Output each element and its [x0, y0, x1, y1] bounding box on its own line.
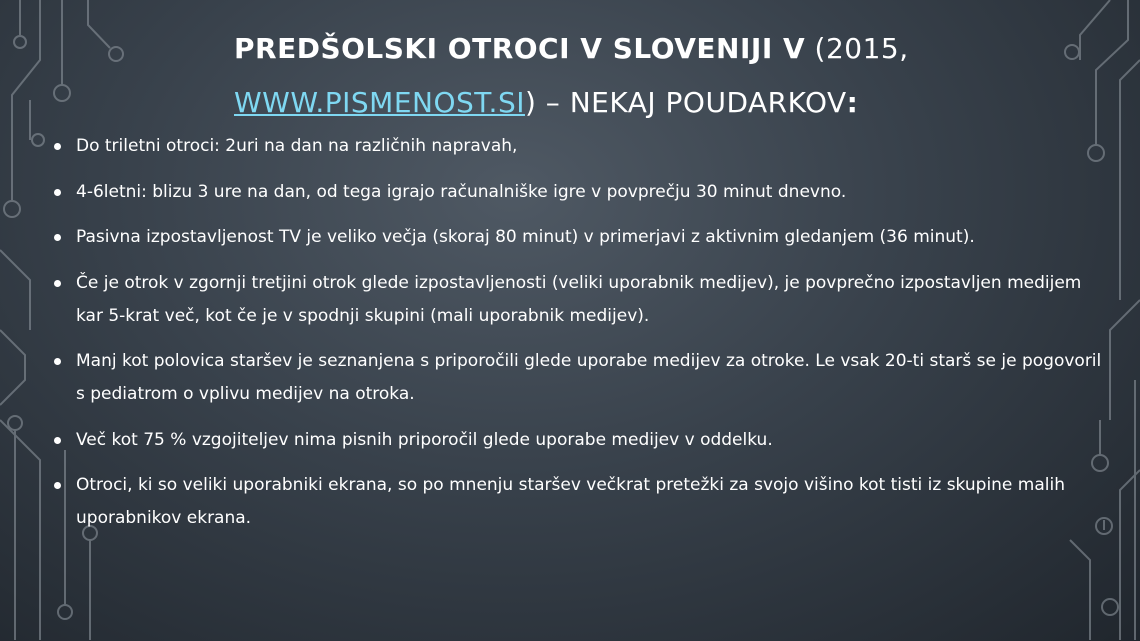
bullet-dot-icon	[54, 437, 61, 444]
bullet-list	[50, 130, 1110, 548]
bullet-item	[50, 130, 1110, 163]
bullet-text: Če je otrok v zgornji tretjini otrok glede izpostavljenosti (veliki uporabnik medijev), je povprečno izpostavljen medijem kar 5-krat več, kot če je v spodnji skupini (mali uporabnik medijev).	[76, 272, 1082, 326]
title-main: PREDŠOLSKI OTROCI V SLOVENIJI V	[234, 32, 806, 65]
title-subtitle: ) – NEKAJ POUDARKOV	[524, 86, 847, 119]
bullet-text: Otroci, ki so veliki uporabniki ekrana, so po mnenju staršev večkrat pretežki za svojo višino kot tisti iz skupine malih uporabnikov ekrana.	[76, 475, 1065, 528]
bullet-item	[50, 267, 1110, 333]
bullet-item	[50, 176, 1110, 209]
bullet-text: Pasivna izpostavljenost TV je veliko večja (skoraj 80 minut) v primerjavi z aktivnim gledanjem (36 minut).	[76, 227, 975, 247]
bullet-dot-icon	[54, 189, 61, 196]
bullet-dot-icon	[54, 143, 61, 150]
bullet-item	[50, 221, 1110, 254]
title-link[interactable]: WWW.PISMENOST.SI	[234, 86, 525, 119]
bullet-item	[50, 469, 1110, 535]
bullet-dot-icon	[54, 234, 61, 241]
bullet-dot-icon	[54, 358, 61, 365]
bullet-dot-icon	[54, 280, 61, 287]
bullet-item	[50, 424, 1110, 457]
bullet-text: Več kot 75 % vzgojiteljev nima pisnih priporočil glede uporabe medijev v oddelku.	[76, 429, 773, 450]
slide-title	[234, 22, 1094, 130]
bullet-item	[50, 345, 1110, 411]
title-colon: :	[846, 86, 859, 119]
bullet-text: Do triletni otroci: 2uri na dan na različnih napravah,	[76, 136, 518, 156]
bullet-text: 4-6letni: blizu 3 ure na dan, od tega igrajo računalniške igre v povprečju 30 minut dnevno.	[76, 181, 847, 202]
title-year: (2015,	[805, 32, 909, 65]
bullet-text: Manj kot polovica staršev je seznanjena s priporočili glede uporabe medijev za otroke. Le vsak 20-ti starš se je pogovoril s pediatrom o vplivu medijev na otroka.	[76, 351, 1102, 404]
bullet-dot-icon	[54, 482, 61, 489]
